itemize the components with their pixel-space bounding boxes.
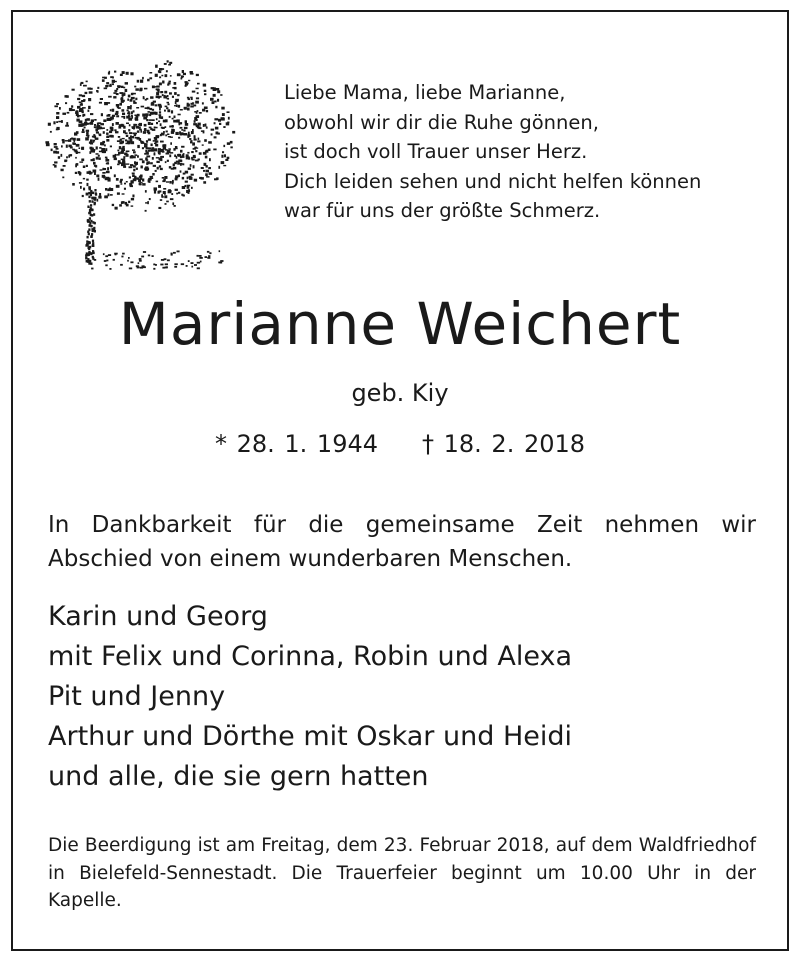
deceased-name: Marianne Weichert [118,290,682,358]
poem-line: Liebe Mama, liebe Marianne, [284,81,566,104]
family-line: Arthur und Dörthe mit Oskar und Heidi [48,721,572,752]
birth-name: geb. Kiy [351,379,449,407]
family-line: Pit und Jenny [48,681,226,712]
thanks-text: In Dankbarkeit für die gemeinsame Zeit nehmen wir Abschied von einem wunderbaren Menschen. [48,512,756,572]
funeral-info: Die Beerdigung ist am Freitag, dem 23. Februar 2018, auf dem Waldfriedhof in Bielefeld-Sennestadt. Die Trauerfeier beginnt um 10.00 Uhr in der Kapelle. [48,835,756,911]
poem-line: war für uns der größte Schmerz. [284,199,601,222]
death-date: † 18. 2. 2018 [422,430,586,458]
poem [284,78,764,226]
birth-date: * 28. 1. 1944 [214,430,378,458]
family-line: und alle, die sie gern hatten [48,761,429,792]
poem-line: Dich leiden sehen und nicht helfen können [284,169,702,193]
life-dates [0,427,800,461]
family-line: mit Felix und Corinna, Robin und Alexa [48,641,573,672]
poem-line: ist doch voll Trauer unser Herz. [284,140,588,163]
tree-icon [44,38,244,270]
family-signatures [48,597,768,797]
poem-line: obwohl wir dir die Ruhe gönnen, [284,110,599,134]
family-line: Karin und Georg [48,601,268,632]
